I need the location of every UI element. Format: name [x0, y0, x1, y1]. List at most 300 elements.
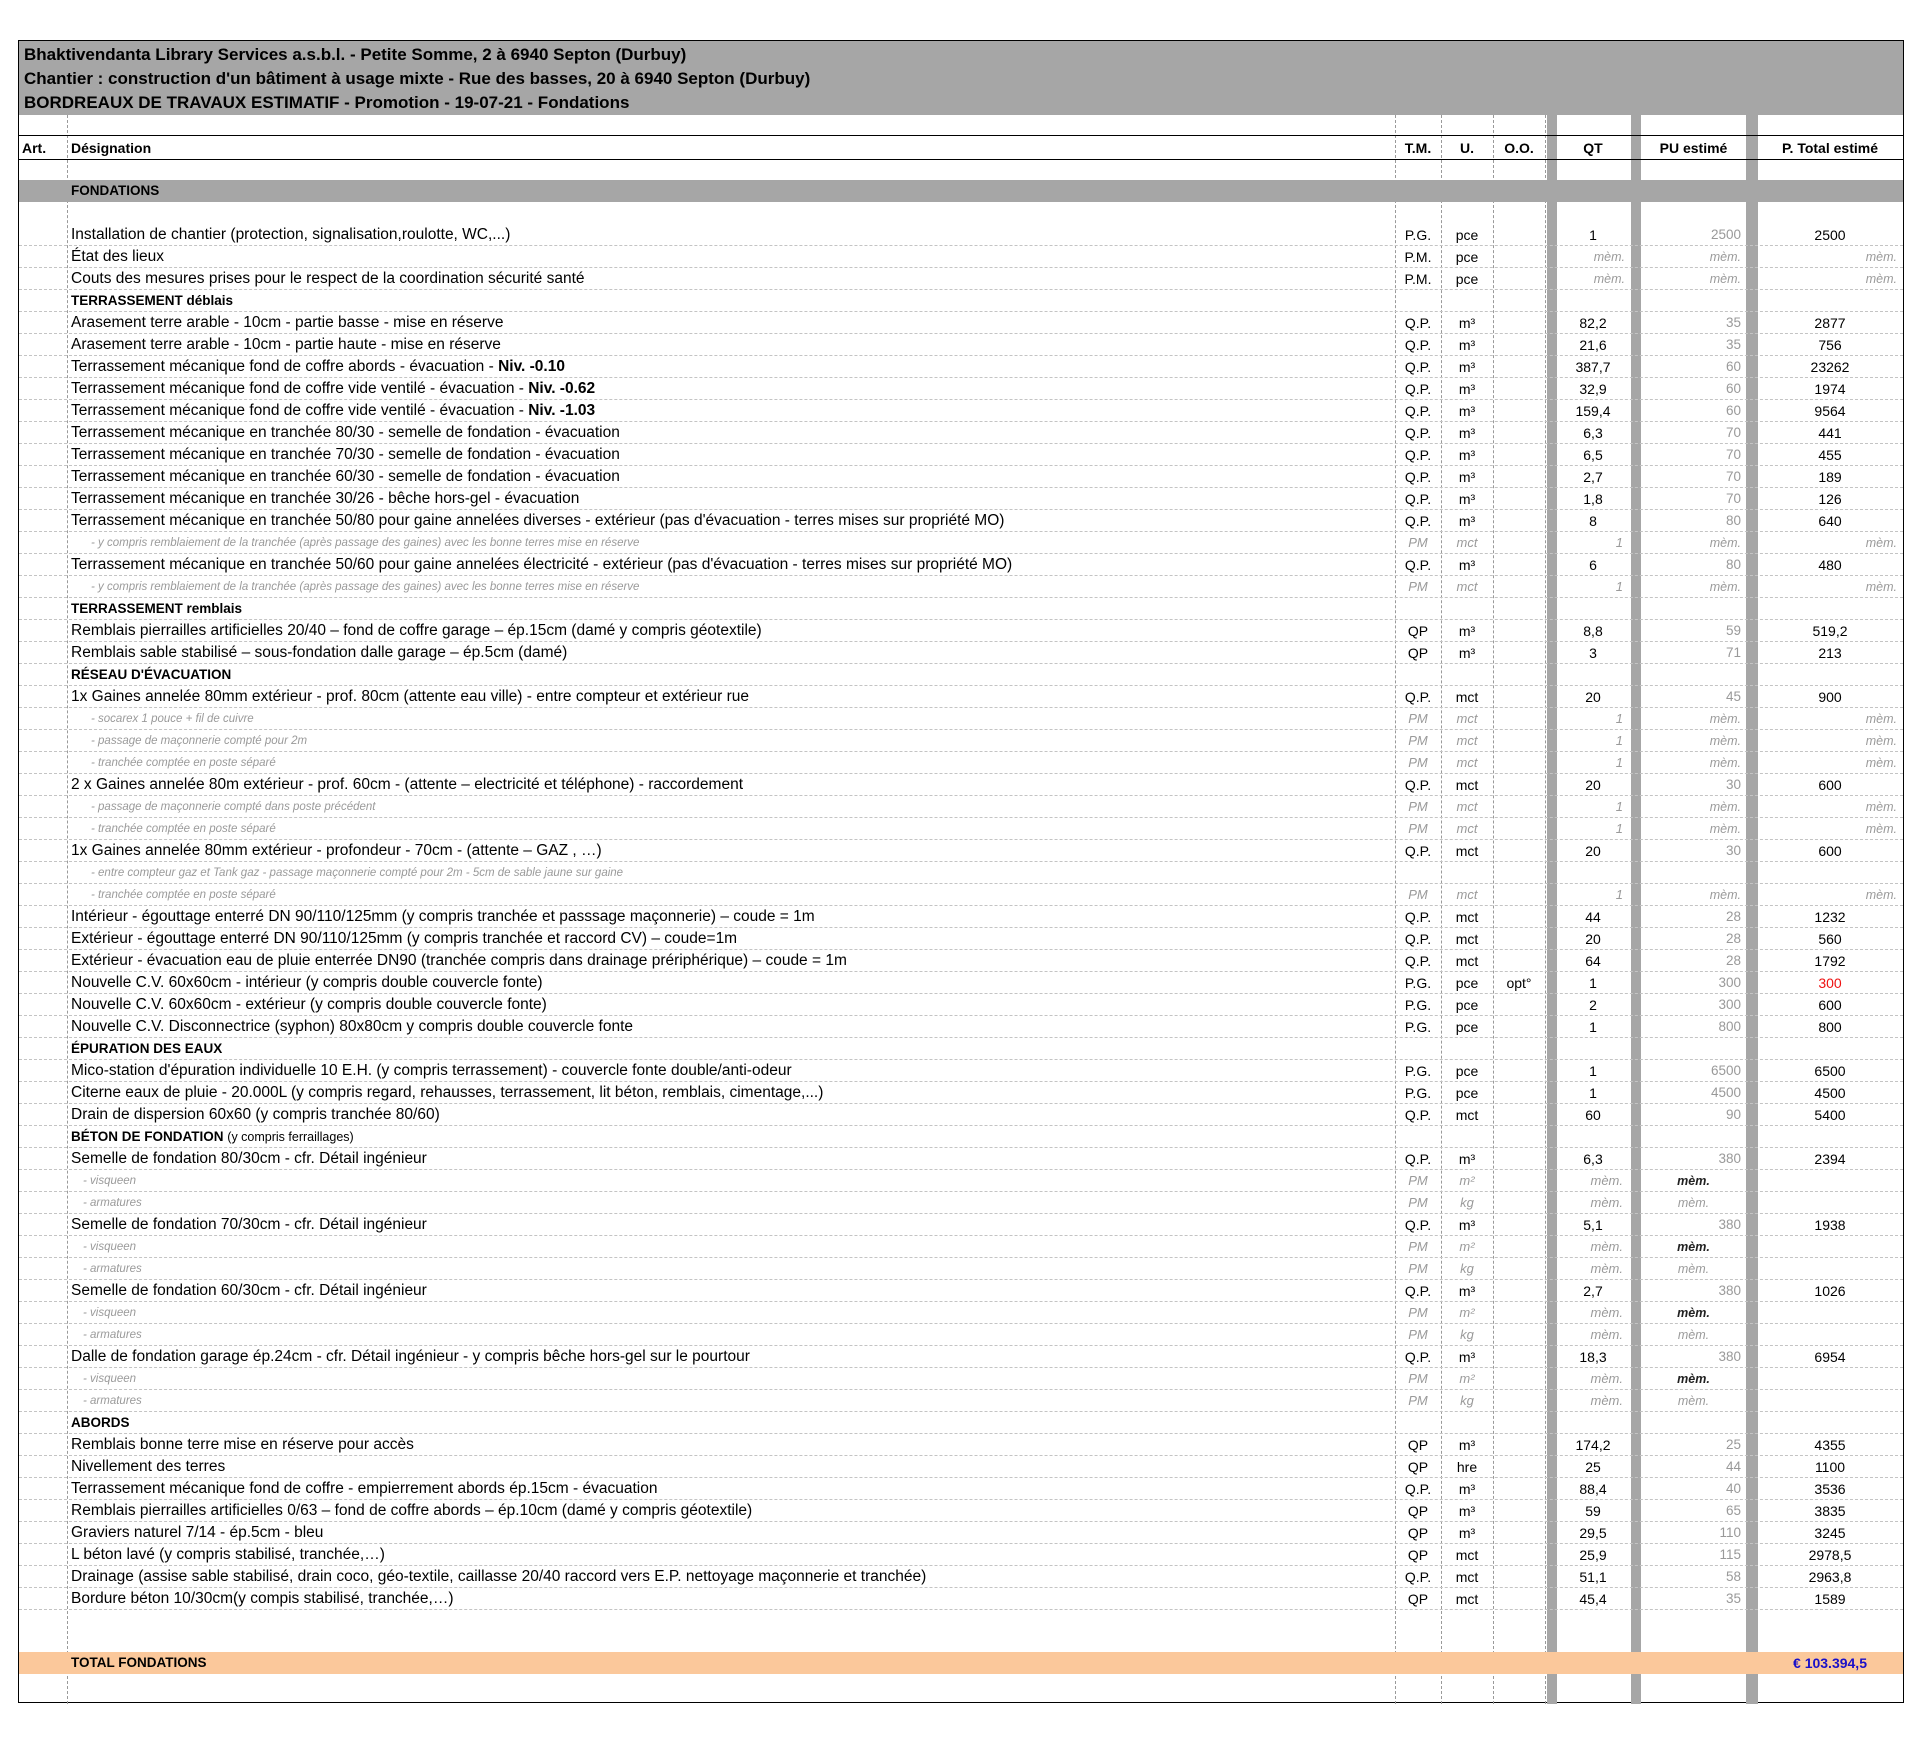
- cell-tm: P.G.: [1404, 1085, 1432, 1101]
- cell-qt: 159,4: [1575, 403, 1611, 419]
- cell-pu: 60: [1725, 381, 1741, 396]
- table-row: [19, 906, 1903, 928]
- table-row: [19, 224, 1903, 246]
- cell-u: mct: [1456, 799, 1478, 814]
- cell-designation: [69, 972, 1401, 994]
- cell-qt: 6: [1589, 557, 1597, 573]
- cell-pt: 1938: [1814, 1217, 1846, 1233]
- cell-designation: [69, 576, 1421, 598]
- heading-suffix: déblais: [186, 293, 234, 308]
- table-row: [19, 1588, 1903, 1610]
- cell-qt: 29,5: [1579, 1525, 1607, 1541]
- cell-u: m³: [1458, 381, 1476, 397]
- cell-u: mct: [1455, 909, 1479, 925]
- cell-tm: Q.P.: [1404, 777, 1432, 793]
- cell-pt: mèm.: [1865, 272, 1897, 286]
- cell-tm: PM: [1408, 1327, 1428, 1342]
- table-row: [19, 1016, 1903, 1038]
- cell-qt: 45,4: [1579, 1591, 1607, 1607]
- cell-designation: [69, 1412, 1401, 1434]
- cell-u: pce: [1455, 997, 1479, 1013]
- designation-text: Terrassement mécanique en tranchée 50/60 pour gaine annelées électricité - extérieur (pas d'évacuation - terres mises sur propriété MO): [71, 556, 1013, 573]
- cell-qt: 174,2: [1575, 1437, 1611, 1453]
- cell-u: mct: [1456, 711, 1478, 726]
- cell-pu: 35: [1725, 1591, 1741, 1606]
- cell-u: m³: [1458, 1349, 1476, 1365]
- cell-u: mct: [1455, 1107, 1479, 1123]
- designation-text: Remblais sable stabilisé – sous-fondation dalle garage – ép.5cm (damé): [71, 644, 568, 661]
- col-pt: P. Total estimé: [1782, 140, 1878, 156]
- cell-qt: 1: [1615, 821, 1623, 836]
- table-row: [19, 1434, 1903, 1456]
- subsection-heading: [19, 664, 1903, 686]
- cell-designation: [69, 664, 1401, 686]
- cell-qt: 1,8: [1583, 491, 1603, 507]
- cell-designation: [69, 796, 1421, 818]
- cell-pu: mèm.: [1709, 888, 1741, 902]
- cell-designation: [69, 1346, 1401, 1368]
- cell-designation: [69, 1324, 1413, 1346]
- designation-text: - armatures: [83, 1263, 142, 1275]
- cell-qt: 18,3: [1579, 1349, 1607, 1365]
- cell-tm: QP: [1407, 1437, 1429, 1453]
- cell-u: m³: [1458, 447, 1476, 463]
- designation-text: Terrassement mécanique fond de coffre abords - évacuation -: [71, 358, 499, 375]
- cell-tm: Q.P.: [1404, 491, 1432, 507]
- table-row: [19, 752, 1903, 774]
- cell-pu: 28: [1725, 909, 1741, 924]
- cell-qt: 32,9: [1579, 381, 1607, 397]
- cell-pu: 80: [1725, 557, 1741, 572]
- cell-tm: PM: [1408, 1195, 1428, 1210]
- cell-pu: mèm.: [1677, 1174, 1710, 1188]
- cell-pu: mèm.: [1677, 1372, 1710, 1386]
- cell-designation: [69, 994, 1401, 1016]
- cell-pu: mèm.: [1677, 1196, 1710, 1210]
- cell-designation: [69, 862, 1421, 884]
- cell-qt: 1: [1615, 535, 1623, 550]
- designation-text: Arasement terre arable - 10cm - partie haute - mise en réserve: [71, 336, 501, 353]
- cell-pu: 44: [1725, 1459, 1741, 1474]
- cell-u: mct: [1456, 887, 1478, 902]
- cell-tm: P.G.: [1404, 227, 1432, 243]
- cell-designation: [69, 1434, 1401, 1456]
- cell-u: m²: [1459, 1371, 1475, 1386]
- cell-u: m³: [1458, 337, 1476, 353]
- table-row: [19, 840, 1903, 862]
- cell-pt: 3835: [1814, 1503, 1846, 1519]
- cell-tm: PM: [1408, 1261, 1428, 1276]
- table-row: [19, 444, 1903, 466]
- cell-designation: [69, 598, 1401, 620]
- designation-text: Nouvelle C.V. Disconnectrice (syphon) 80x80cm y compris double couvercle fonte: [71, 1018, 634, 1035]
- cell-pt: 2500: [1814, 227, 1846, 243]
- cell-u: mct: [1456, 579, 1478, 594]
- designation-text: Semelle de fondation 60/30cm - cfr. Détail ingénieur: [71, 1282, 427, 1299]
- cell-designation: [69, 1236, 1413, 1258]
- cell-designation: [69, 1060, 1401, 1082]
- designation-text: - socarex 1 pouce + fil de cuivre: [91, 713, 254, 725]
- designation-text: Terrassement mécanique en tranchée 50/80 pour gaine annelées diverses - extérieur (pas d'évacuation - terres mises sur propriété MO): [71, 512, 1005, 529]
- cell-qt: 20: [1585, 931, 1601, 947]
- level-label: Niv. -0.62: [528, 380, 596, 397]
- cell-pt: 213: [1818, 645, 1842, 661]
- designation-text: Nouvelle C.V. 60x60cm - extérieur (y compris double couvercle fonte): [71, 996, 547, 1013]
- cell-pu: 70: [1725, 447, 1741, 462]
- cell-qt: 1: [1589, 1085, 1597, 1101]
- cell-u: m³: [1458, 1151, 1476, 1167]
- table-row: [19, 576, 1903, 598]
- cell-u: mct: [1456, 821, 1478, 836]
- subsection-heading: [19, 598, 1903, 620]
- section-band: [19, 180, 1903, 202]
- cell-qt: 1: [1615, 711, 1623, 726]
- cell-pu: mèm.: [1677, 1306, 1710, 1320]
- cell-designation: [69, 1016, 1401, 1038]
- cell-tm: PM: [1408, 821, 1428, 836]
- cell-pt: 2963,8: [1808, 1569, 1852, 1585]
- table-row: [19, 466, 1903, 488]
- table-row: [19, 1368, 1903, 1390]
- header-rule-bottom: [19, 159, 1903, 160]
- cell-tm: PM: [1408, 799, 1428, 814]
- level-label: Niv. -1.03: [528, 402, 596, 419]
- cell-u: m³: [1458, 623, 1476, 639]
- designation-text: Terrassement mécanique en tranchée 60/30 - semelle de fondation - évacuation: [71, 468, 620, 485]
- designation-text: Drainage (assise sable stabilisé, drain coco, géo-textile, caillasse 20/40 raccord vers E.P. nettoyage maçonnerie et tranchée): [71, 1568, 927, 1585]
- cell-u: mct: [1455, 1569, 1479, 1585]
- cell-qt: 6,5: [1583, 447, 1603, 463]
- cell-u: mct: [1455, 1547, 1479, 1563]
- cell-designation: [69, 224, 1401, 246]
- cell-tm: Q.P.: [1404, 1107, 1432, 1123]
- cell-u: pce: [1455, 271, 1479, 287]
- cell-designation: [69, 1456, 1401, 1478]
- cell-pu: 59: [1725, 623, 1741, 638]
- designation-text: Installation de chantier (protection, signalisation,roulotte, WC,...): [71, 226, 511, 243]
- cell-u: pce: [1455, 1063, 1479, 1079]
- cell-tm: PM: [1408, 733, 1428, 748]
- cell-qt: 2: [1589, 997, 1597, 1013]
- designation-text: Arasement terre arable - 10cm - partie basse - mise en réserve: [71, 314, 504, 331]
- cell-pu: mèm.: [1677, 1262, 1710, 1276]
- cell-pt: 1232: [1814, 909, 1846, 925]
- cell-qt: mèm.: [1590, 1305, 1623, 1320]
- designation-text: ABORDS: [71, 1415, 130, 1430]
- cell-tm: P.G.: [1404, 997, 1432, 1013]
- designation-text: Nouvelle C.V. 60x60cm - intérieur (y compris double couvercle fonte): [71, 974, 543, 991]
- cell-u: m³: [1458, 645, 1476, 661]
- designation-text: Extérieur - égouttage enterré DN 90/110/125mm (y compris tranchée et raccord CV) – coude=1m: [71, 930, 738, 947]
- cell-pt: 2978,5: [1808, 1547, 1852, 1563]
- cell-designation: [69, 906, 1401, 928]
- cell-designation: [69, 1522, 1401, 1544]
- cell-qt: 44: [1585, 909, 1601, 925]
- header-rule-top: [19, 135, 1903, 136]
- cell-u: m²: [1459, 1173, 1475, 1188]
- cell-pu: 70: [1725, 491, 1741, 506]
- cell-designation: [69, 1478, 1401, 1500]
- designation-text: - tranchée comptée en poste séparé: [91, 757, 276, 769]
- designation-text: Terrassement mécanique fond de coffre - empierrement abords ép.15cm - évacuation: [71, 1480, 658, 1497]
- cell-qt: 8,8: [1583, 623, 1603, 639]
- table-row: [19, 1060, 1903, 1082]
- cell-qt: 1: [1589, 1063, 1597, 1079]
- cell-pt: 2877: [1814, 315, 1846, 331]
- cell-u: m³: [1458, 1437, 1476, 1453]
- cell-u: pce: [1455, 249, 1479, 265]
- table-row: [19, 950, 1903, 972]
- table-row: [19, 928, 1903, 950]
- table-row: [19, 1280, 1903, 1302]
- cell-pu: 65: [1725, 1503, 1741, 1518]
- table-row: [19, 686, 1903, 708]
- cell-qt: mèm.: [1590, 1173, 1623, 1188]
- cell-u: mct: [1455, 689, 1479, 705]
- cell-pu: mèm.: [1677, 1240, 1710, 1254]
- cell-u: m³: [1458, 1283, 1476, 1299]
- cell-tm: Q.P.: [1404, 1569, 1432, 1585]
- designation-text: Nivellement des terres: [71, 1458, 226, 1475]
- table-row: [19, 884, 1903, 906]
- cell-pu: 80: [1725, 513, 1741, 528]
- cell-pt: 23262: [1810, 359, 1850, 375]
- cell-u: kg: [1460, 1393, 1474, 1408]
- table-row: [19, 620, 1903, 642]
- cell-pu: 115: [1719, 1547, 1741, 1562]
- cell-tm: P.G.: [1404, 975, 1432, 991]
- designation-text: Remblais bonne terre mise en réserve pour accès: [71, 1436, 414, 1453]
- cell-u: m³: [1458, 359, 1476, 375]
- table-row: [19, 1214, 1903, 1236]
- cell-u: mct: [1455, 953, 1479, 969]
- cell-u: m²: [1459, 1239, 1475, 1254]
- table-row: [19, 356, 1903, 378]
- table-row: [19, 246, 1903, 268]
- designation-text: État des lieux: [71, 248, 165, 265]
- table-row: [19, 1258, 1903, 1280]
- designation-text: - visqueen: [83, 1307, 137, 1319]
- cell-tm: Q.P.: [1404, 1283, 1432, 1299]
- cell-tm: Q.P.: [1404, 843, 1432, 859]
- cell-pt: 6500: [1814, 1063, 1846, 1079]
- cell-u: m³: [1458, 315, 1476, 331]
- cell-qt: 1: [1615, 887, 1623, 902]
- table-row: [19, 1192, 1903, 1214]
- cell-tm: PM: [1408, 579, 1428, 594]
- designation-text: - armatures: [83, 1395, 142, 1407]
- cell-pu: 60: [1725, 403, 1741, 418]
- cell-pu: 380: [1718, 1283, 1741, 1298]
- designation-text: L béton lavé (y compris stabilisé, tranchée,…): [71, 1546, 385, 1563]
- cell-u: mct: [1456, 733, 1478, 748]
- table-row: [19, 334, 1903, 356]
- cell-qt: 20: [1585, 689, 1601, 705]
- cell-u: mct: [1456, 755, 1478, 770]
- cell-designation: [69, 510, 1401, 532]
- cell-designation: [69, 620, 1401, 642]
- cell-pt: 600: [1818, 777, 1842, 793]
- subsection-heading: [19, 290, 1903, 312]
- cell-designation: [69, 818, 1421, 840]
- cell-u: m³: [1458, 1503, 1476, 1519]
- cell-tm: Q.P.: [1404, 381, 1432, 397]
- cell-designation: [69, 642, 1401, 664]
- table-row: [19, 1500, 1903, 1522]
- designation-text: 1x Gaines annelée 80mm extérieur - profondeur - 70cm - (attente – GAZ , …): [71, 842, 602, 859]
- cell-u: mct: [1455, 777, 1479, 793]
- cell-pu: 300: [1718, 975, 1741, 990]
- designation-text: - tranchée comptée en poste séparé: [91, 823, 276, 835]
- designation-text: Terrassement mécanique en tranchée 80/30 - semelle de fondation - évacuation: [71, 424, 620, 441]
- cell-pu: mèm.: [1709, 250, 1741, 264]
- cell-qt: 60: [1585, 1107, 1601, 1123]
- designation-text: - y compris remblaiement de la tranchée (après passage des gaines) avec les bonne terres mise en réserve: [91, 537, 640, 549]
- cell-u: mct: [1455, 1591, 1479, 1607]
- cell-tm: Q.P.: [1404, 1481, 1432, 1497]
- table-row: [19, 378, 1903, 400]
- designation-text: - passage de maçonnerie compté pour 2m: [91, 735, 308, 747]
- cell-tm: PM: [1408, 1239, 1428, 1254]
- cell-qt: 1: [1589, 1019, 1597, 1035]
- cell-designation: [69, 400, 1401, 422]
- table-row: [19, 422, 1903, 444]
- cell-pt: 1100: [1814, 1459, 1846, 1475]
- cell-designation: [69, 290, 1401, 312]
- cell-pt: mèm.: [1865, 712, 1897, 726]
- cell-pu: 40: [1725, 1481, 1741, 1496]
- cell-pt: 5400: [1814, 1107, 1846, 1123]
- cell-pt: 560: [1818, 931, 1842, 947]
- cell-pu: 58: [1725, 1569, 1741, 1584]
- cell-pt: mèm.: [1865, 800, 1897, 814]
- cell-u: pce: [1455, 975, 1479, 991]
- cell-pu: 4500: [1710, 1085, 1741, 1100]
- cell-qt: mèm.: [1590, 1195, 1623, 1210]
- designation-text: - armatures: [83, 1329, 142, 1341]
- designation-text: Couts des mesures prises pour le respect de la coordination sécurité santé: [71, 270, 585, 287]
- cell-pu: mèm.: [1709, 756, 1741, 770]
- cell-pu: mèm.: [1709, 712, 1741, 726]
- cell-pt: 480: [1818, 557, 1842, 573]
- designation-text: Bordure béton 10/30cm(y compis stabilisé, tranchée,…): [71, 1590, 454, 1607]
- designation-text: - y compris remblaiement de la tranchée (après passage des gaines) avec les bonne terres mise en réserve: [91, 581, 640, 593]
- cell-qt: 20: [1585, 843, 1601, 859]
- cell-pu: mèm.: [1677, 1328, 1710, 1342]
- cell-qt: mèm.: [1593, 272, 1625, 286]
- table-row: [19, 1170, 1903, 1192]
- cell-tm: PM: [1408, 711, 1428, 726]
- total-label: TOTAL FONDATIONS: [71, 1655, 207, 1670]
- cell-pu: mèm.: [1709, 536, 1741, 550]
- cell-pt: 441: [1818, 425, 1842, 441]
- cell-tm: Q.P.: [1404, 359, 1432, 375]
- cell-designation: [69, 730, 1421, 752]
- cell-tm: Q.P.: [1404, 337, 1432, 353]
- cell-pt: mèm.: [1865, 250, 1897, 264]
- cell-pu: mèm.: [1709, 822, 1741, 836]
- table-row: [19, 312, 1903, 334]
- designation-text: 2 x Gaines annelée 80m extérieur - prof. 60cm - (attente – electricité et téléphone) - raccordement: [71, 776, 744, 793]
- cell-pt: 1589: [1814, 1591, 1846, 1607]
- cell-qt: 88,4: [1579, 1481, 1607, 1497]
- table-row: [19, 796, 1903, 818]
- designation-text: Semelle de fondation 80/30cm - cfr. Détail ingénieur: [71, 1150, 427, 1167]
- designation-text: RÉSEAU D'ÉVACUATION: [71, 667, 232, 682]
- cell-designation: [69, 488, 1401, 510]
- cell-designation: [69, 1544, 1401, 1566]
- cell-qt: 1: [1615, 799, 1623, 814]
- cell-pt: 1792: [1814, 953, 1846, 969]
- cell-pt: 600: [1818, 843, 1842, 859]
- cell-tm: PM: [1408, 535, 1428, 550]
- cell-qt: 64: [1585, 953, 1601, 969]
- cell-pu: 60: [1725, 359, 1741, 374]
- table-row: [19, 1390, 1903, 1412]
- cell-pt: 800: [1818, 1019, 1842, 1035]
- subsection-heading: [19, 1126, 1903, 1148]
- cell-tm: PM: [1408, 887, 1428, 902]
- cell-qt: 2,7: [1583, 469, 1603, 485]
- header-line-1: Bhaktivendanta Library Services a.s.b.l. - Petite Somme, 2 à 6940 Septon (Durbuy): [24, 45, 687, 64]
- cell-tm: Q.P.: [1404, 953, 1432, 969]
- cell-pt: 756: [1818, 337, 1842, 353]
- header-line-2: Chantier : construction d'un bâtiment à usage mixte - Rue des basses, 20 à 6940 Septon (Durbuy): [24, 69, 811, 88]
- cell-qt: 1: [1615, 579, 1623, 594]
- designation-text: Citerne eaux de pluie - 20.000L (y compris regard, rehausses, terrassement, lit béton, remblais, cimentage,...): [71, 1084, 824, 1101]
- cell-tm: Q.P.: [1404, 931, 1432, 947]
- cell-pu: 35: [1725, 337, 1741, 352]
- cell-pt: 3245: [1814, 1525, 1846, 1541]
- col-oo: O.O.: [1504, 140, 1534, 156]
- cell-designation: [69, 950, 1401, 972]
- designation-text: Dalle de fondation garage ép.24cm - cfr. Détail ingénieur - y compris bêche hors-gel sur le pourtour: [71, 1348, 750, 1365]
- col-tm: T.M.: [1404, 140, 1432, 156]
- cell-u: hre: [1456, 1459, 1478, 1475]
- designation-text: - entre compteur gaz et Tank gaz - passage maçonnerie compté pour 2m - 5cm de sable jaune sur gaine: [91, 867, 624, 879]
- cell-designation: [69, 686, 1401, 708]
- cell-designation: [69, 1258, 1413, 1280]
- designation-text: ÉPURATION DES EAUX: [71, 1041, 223, 1056]
- cell-pu: 25: [1725, 1437, 1741, 1452]
- heading-suffix: remblais: [186, 601, 243, 616]
- cell-tm: Q.P.: [1404, 557, 1432, 573]
- cell-qt: mèm.: [1593, 250, 1625, 264]
- cell-designation: [69, 1170, 1413, 1192]
- cell-u: mct: [1455, 843, 1479, 859]
- table-row: [19, 994, 1903, 1016]
- estimate-sheet: [18, 40, 1904, 1703]
- cell-u: pce: [1455, 1085, 1479, 1101]
- cell-tm: Q.P.: [1404, 1217, 1432, 1233]
- cell-pt: 519,2: [1812, 623, 1848, 639]
- cell-tm: P.G.: [1404, 1063, 1432, 1079]
- cell-designation: [69, 1038, 1401, 1060]
- cell-u: kg: [1460, 1195, 1474, 1210]
- designation-text: Terrassement mécanique fond de coffre vide ventilé - évacuation -: [71, 402, 529, 419]
- cell-u: m²: [1459, 1305, 1475, 1320]
- cell-designation: [69, 1302, 1413, 1324]
- table-row: [19, 1082, 1903, 1104]
- table-row: [19, 554, 1903, 576]
- cell-tm: Q.P.: [1404, 403, 1432, 419]
- cell-u: m³: [1458, 557, 1476, 573]
- cell-tm: PM: [1408, 1305, 1428, 1320]
- cell-qt: 5,1: [1583, 1217, 1603, 1233]
- cell-u: kg: [1460, 1261, 1474, 1276]
- cell-designation: [69, 1390, 1413, 1412]
- cell-designation: [69, 334, 1401, 356]
